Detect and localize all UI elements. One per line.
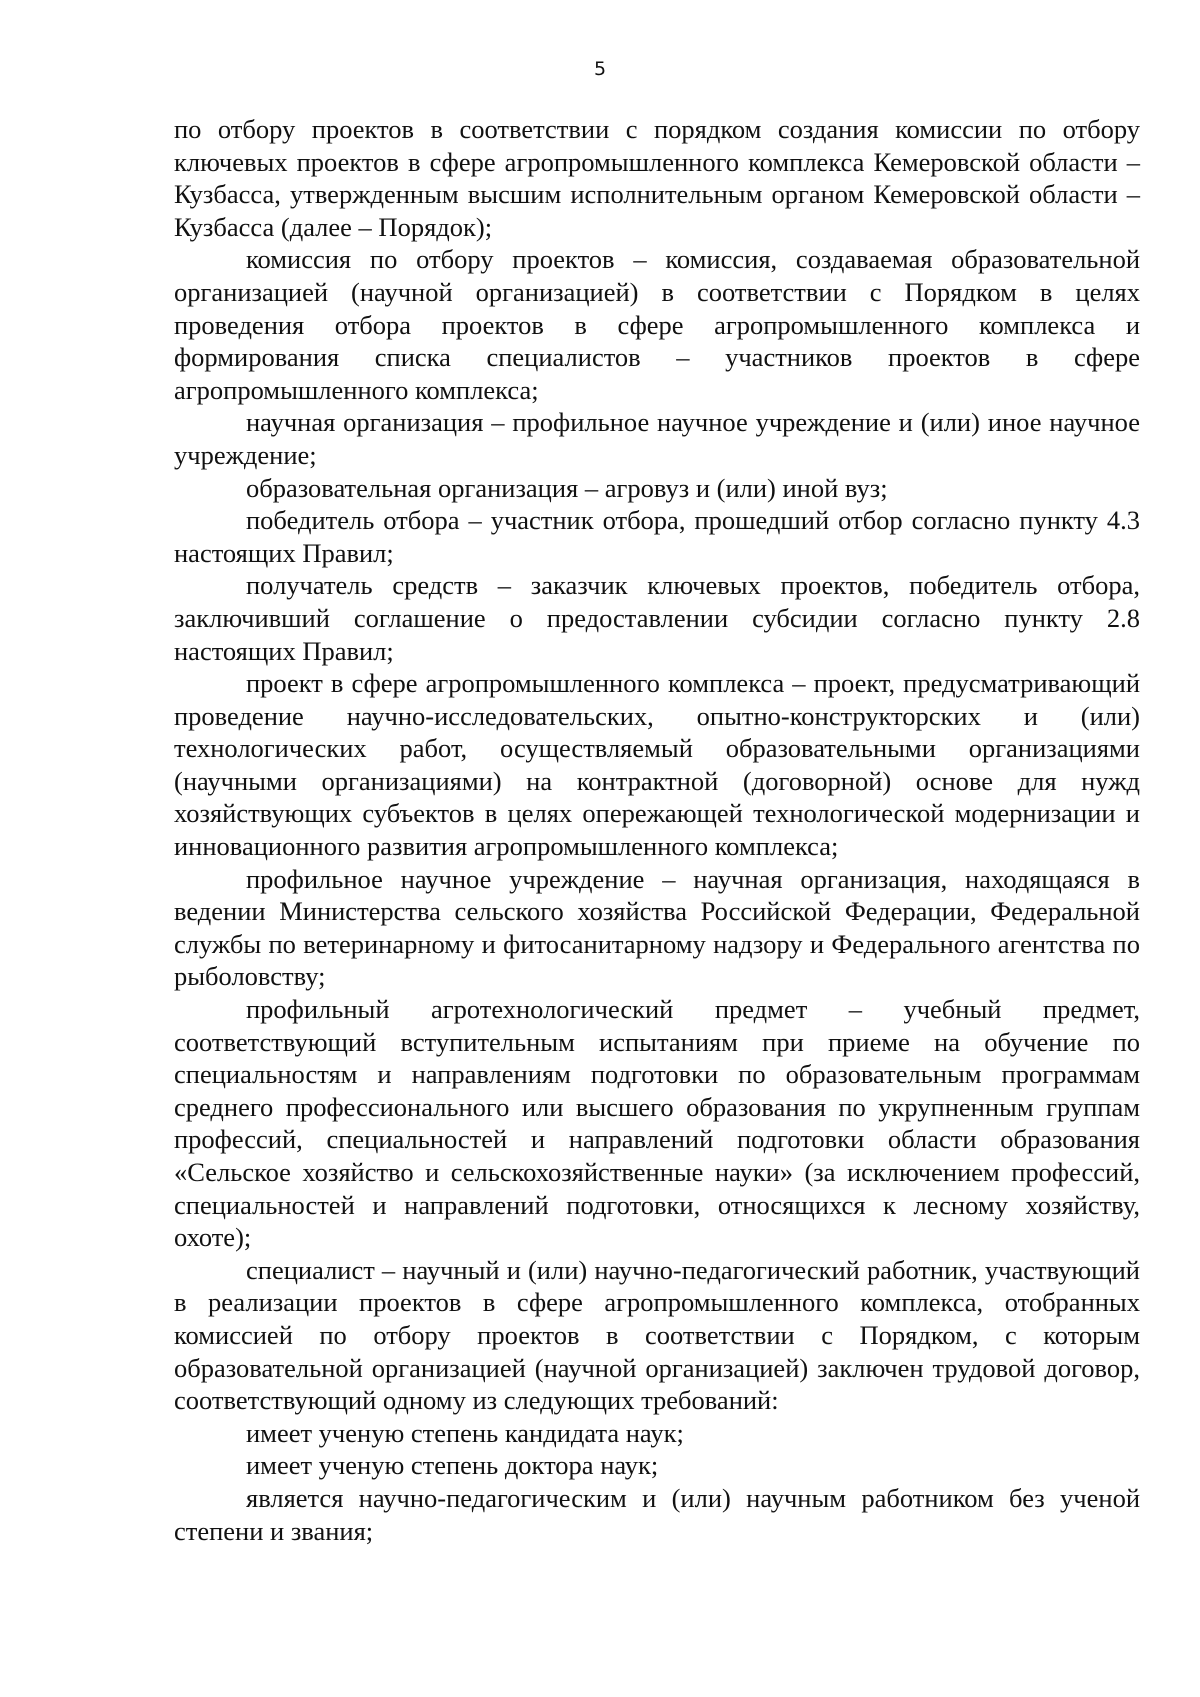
definition-educational-organization: образовательная организация – агровуз и (или) иной вуз; (246, 472, 888, 503)
requirement-no-degree: является научно-педагогическим и (или) научным работником без ученой степени и звания; (174, 1482, 1140, 1546)
definition-profile-subject: профильный агротехнологический предмет – учебный предмет, соответствующий вступительным испытаниям при приеме на обучение по специальностям и направлениям подготовки по образовательным программам среднего профессионального или высшего образования по укрупненным группам профессий, специальностей и направлений подготовки области образования «Сельское хозяйство и сельскохозяйственные науки» (за исключением профессий, специальностей и направлений подготовки, относящихся к лесному хозяйству, охоте); (174, 994, 1140, 1253)
definition-commission: комиссия по отбору проектов – комиссия, создаваемая образовательной организацией (научной организацией) в соответствии с Порядком в целях проведения отбора проектов в сфере агропромышленного комплекса и формирования списка специалистов – участников проектов в сфере агропромышленного комплекса; (174, 244, 1140, 405)
paragraph-continuation: по отбору проектов в соответствии с порядком создания комиссии по отбору ключевых проектов в сфере агропромышленного комплекса Кемеровской области – Кузбасса, утвержденным высшим исполнительным органом Кемеровской области – Кузбасса (далее – Порядок); (174, 114, 1140, 242)
definition-specialist: специалист – научный и (или) научно-педагогический работник, участвующий в реализации проектов в сфере агропромышленного комплекса, отобранных комиссией по отбору проектов в соответствии с Порядком, с которым образовательной организацией (научной организацией) заключен трудовой договор, соответствующий одному из следующих требований: (174, 1254, 1140, 1416)
definition-profile-institution: профильное научное учреждение – научная организация, находящаяся в ведении Министерства сельского хозяйства Российской Федерации, Федеральной службы по ветеринарному и фитосанитарному надзору и Федерального агентства по рыболовству; (174, 863, 1140, 992)
definition-selection-winner: победитель отбора – участник отбора, прошедший отбор согласно пункту 4.3 настоящих Правил; (174, 505, 1140, 568)
page-number: 5 (593, 58, 607, 80)
document-body (174, 113, 1140, 1547)
definition-funds-recipient: получатель средств – заказчик ключевых проектов, победитель отбора, заключивший соглашение о предоставлении субсидии согласно пункту 2.8 настоящих Правил; (174, 570, 1140, 666)
requirement-candidate-degree: имеет ученую степень кандидата наук; (246, 1417, 684, 1448)
requirement-doctor-degree: имеет ученую степень доктора наук; (246, 1450, 659, 1481)
definition-scientific-organization: научная организация – профильное научное учреждение и (или) иное научное учреждение; (174, 407, 1140, 470)
definition-agro-project: проект в сфере агропромышленного комплекса – проект, предусматривающий проведение научно-исследовательских, опытно-конструкторских и (или) технологических работ, осуществляемый образовательными организациями (научными организациями) на контрактной (договорной) основе для нужд хозяйствующих субъектов в целях опережающей технологической модернизации и инновационного развития агропромышленного комплекса; (174, 668, 1140, 862)
